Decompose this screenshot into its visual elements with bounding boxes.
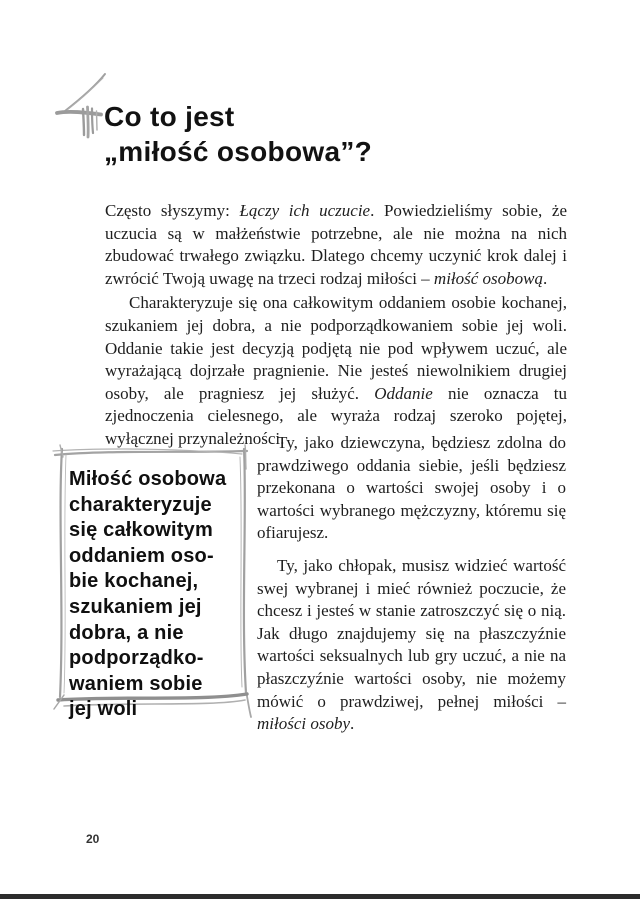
chapter-title (104, 99, 372, 169)
paragraph-4: Ty, jako chłopak, musisz widzieć wartość swej wybranej i mieć również poczucie, że chcesz i jesteś w stanie zatroszczyć się o nią. Jak długo znajdujemy się na płaszczyźnie wartości seksualnych lub gry uczuć, a nie na płaszczyźnie wartości osoby, nie możemy mówić o prawdziwej, pełnej miłości – miłości osoby. (257, 555, 566, 734)
page-number: 20 (86, 832, 100, 846)
paragraph-3: Ty, jako dziewczyna, będziesz zdolna do prawdziwego oddania siebie, jeśli będziesz przekonana o wartości swojej osoby i o wartości wybranego mężczyzny, któremu się ofiarujesz. (257, 433, 566, 543)
pull-quote-text: Miłość osobowa charakteryzuje się całkowitym oddaniem oso- bie kochanej, szukaniem jej dobra, a nie podporządko- waniem sobie jej woli (69, 468, 227, 721)
body-text-column (257, 432, 566, 736)
footer-bar (0, 894, 640, 899)
paragraph-2: Charakteryzuje się ona całkowitym oddaniem osobie kochanej, szukaniem jej dobra, a nie podporządkowaniem sobie jej woli. Oddanie takie jest decyzją podjętą nie pod wpływem uczuć, ale wyrażającą dojrzałe pragnienie. Nie jesteś niewolnikiem drugiej osoby, ale pragniesz jej służyć. Oddanie nie oznacza tu zjednoczenia cielesnego, ale wyraża rodzaj szeroko pojętej, wyłącznej przynależności. (105, 293, 568, 448)
body-text (105, 200, 567, 451)
chapter-title-line1: Co to jest (104, 101, 235, 132)
paragraph-1: Często słyszymy: Łączy ich uczucie. Powiedzieliśmy sobie, że uczucia są w małżeństwie potrzebne, ale nie można na nich zbudować trwałego związku. Dlatego chcemy uczynić krok dalej i zwrócić Twoją uwagę na trzeci rodzaj miłości – miłość osobową. (105, 201, 568, 288)
chapter-title-line2: „miłość osobowa”? (104, 136, 373, 167)
pull-quote-box (52, 443, 252, 719)
